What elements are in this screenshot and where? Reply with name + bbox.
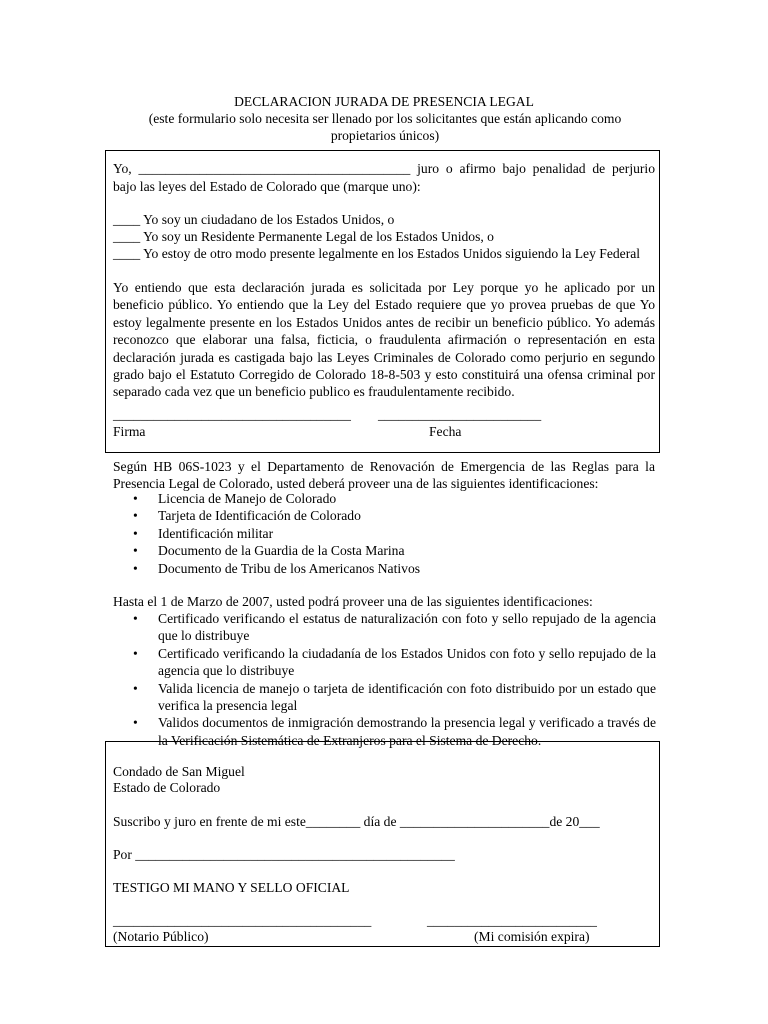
list-item: • Certificado verificando la ciudadanía de los Estados Unidos con foto y sello repujado de la agencia que lo distribuye bbox=[133, 645, 656, 680]
notary-signature-line: ______________________________________ bbox=[113, 913, 372, 928]
signature-line: ___________________________________ bbox=[113, 407, 351, 422]
date-line: ________________________ bbox=[378, 407, 542, 422]
section1-intro: Según HB 06S-1023 y el Departamento de Renovación de Emergencia de las Reglas para la Presencia Legal de Colorado, usted deberá proveer una de las siguientes identificaciones: bbox=[113, 459, 655, 492]
declaration-paragraph: Yo entiendo que esta declaración jurada es solicitada por Ley porque yo he aplicado por un beneficio público. Yo entiendo que la Ley del Estado requiere que yo provea pruebas de que Yo estoy legalmente presente en los Estados Unidos antes de recibir un beneficio público. Yo además reconozco que elaborar una falsa, ficticia, o fraudulenta afirmación o representación en esta declaración jurada es castigada bajo las Leyes Criminales de Colorado como perjurio en segundo grado bajo el Estatuto Corregido de Colorado 18-8-503 y esto constituirá una ofensa criminal por separado cada vez que un beneficio publico es fraudulentamente recibido. bbox=[113, 280, 655, 400]
by-line: Por _______________________________________________ bbox=[113, 847, 455, 862]
declaration-line-1: Yo, ________________________________________ juro o afirmo bajo penalidad de perjurio bbox=[113, 161, 655, 176]
section1-list bbox=[133, 490, 656, 577]
list-item: • Validos documentos de inmigración demostrando la presencia legal y verificado a través de la Verificación Sistemática de Extranjeros para el Sistema de Derecho. bbox=[133, 714, 656, 749]
county-label: Condado de San Miguel bbox=[113, 764, 245, 779]
list-item: • Certificado verificando el estatus de naturalización con foto y sello repujado de la agencia que lo distribuye bbox=[133, 610, 656, 645]
witness-statement: TESTIGO MI MANO Y SELLO OFICIAL bbox=[113, 880, 350, 895]
list-item: • Documento de la Guardia de la Costa Marina bbox=[133, 542, 656, 559]
list-item: • Identificación militar bbox=[133, 525, 656, 542]
option-citizen: ____ Yo soy un ciudadano de los Estados Unidos, o bbox=[113, 212, 395, 227]
notary-label: (Notario Público) bbox=[113, 929, 209, 944]
list-item: • Licencia de Manejo de Colorado bbox=[133, 490, 656, 507]
option-permanent-resident: ____ Yo soy un Residente Permanente Legal de los Estados Unidos, o bbox=[113, 229, 494, 244]
commission-line: _________________________ bbox=[427, 913, 597, 928]
signature-label: Firma bbox=[113, 424, 146, 439]
date-label: Fecha bbox=[429, 424, 462, 439]
list-item: • Valida licencia de manejo o tarjeta de identificación con foto distribuido por un estado que verifica la presencia legal bbox=[133, 680, 656, 715]
declaration-line-2: bajo las leyes del Estado de Colorado que (marque uno): bbox=[113, 179, 421, 194]
section2-intro: Hasta el 1 de Marzo de 2007, usted podrá proveer una de las siguientes identificaciones: bbox=[113, 594, 593, 609]
option-other-legal: ____ Yo estoy de otro modo presente legalmente en los Estados Unidos siguiendo la Ley Federal bbox=[113, 246, 641, 261]
section2-list bbox=[133, 610, 656, 749]
list-item: • Tarjeta de Identificación de Colorado bbox=[133, 507, 656, 524]
document-subtitle: (este formulario solo necesita ser llenado por los solicitantes que están aplicando como propietarios únicos) bbox=[148, 111, 622, 144]
state-label: Estado de Colorado bbox=[113, 780, 221, 795]
list-item: • Documento de Tribu de los Americanos Nativos bbox=[133, 560, 656, 577]
commission-label: (Mi comisión expira) bbox=[474, 929, 590, 944]
sworn-statement: Suscribo y juro en frente de mi este________ día de ______________________de 20___ bbox=[113, 814, 600, 829]
document-title: DECLARACION JURADA DE PRESENCIA LEGAL bbox=[234, 94, 534, 109]
